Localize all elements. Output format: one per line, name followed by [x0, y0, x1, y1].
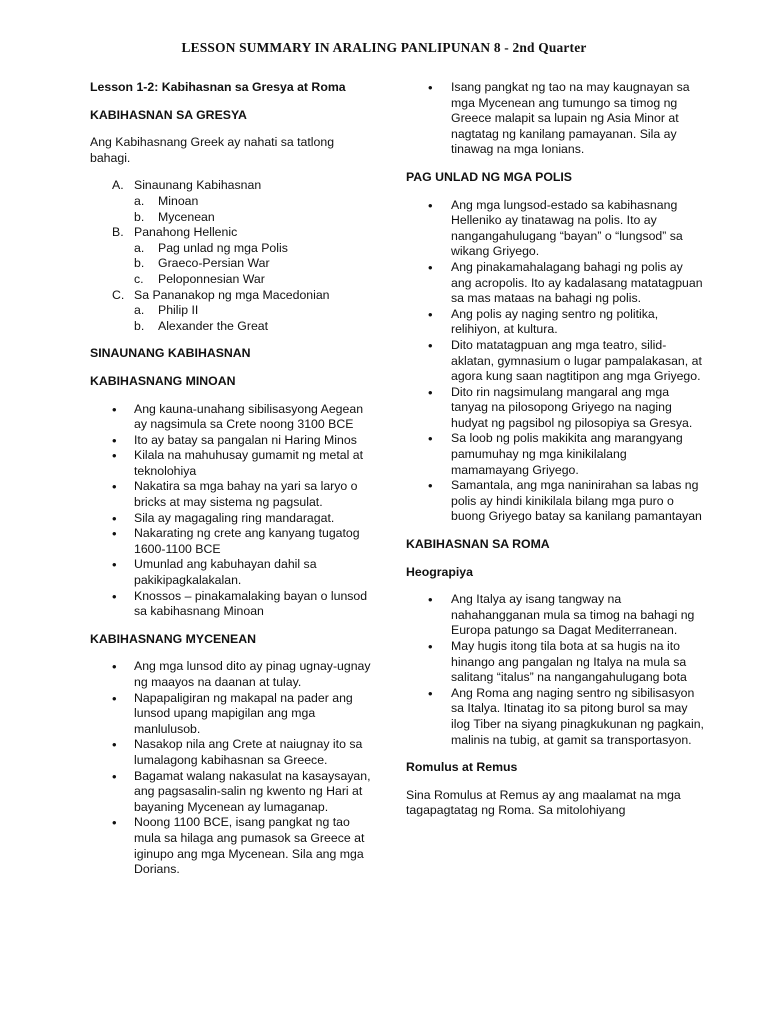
list-item: • Ang polis ay naging sentro ng politika, relihiyon, at kultura.: [406, 307, 706, 338]
outline-label: Sinaunang Kabihasnan: [134, 178, 262, 193]
outline-marker: B.: [112, 225, 124, 240]
list-item: • Ang Roma ang naging sentro ng sibilisasyon sa Italya. Itinatag ito sa pitong burol sa may ilog Tiber na siyang pinagkukunan ng pagkain, malinis na tubig, at gamit sa transportasyon.: [406, 686, 706, 748]
list-item: • May hugis itong tila bota at sa hugis na ito hinango ang pangalan ng Italya na mula sa salitang “italus” na nangangahulugang bota: [406, 639, 706, 686]
outline-sublist: [134, 303, 375, 334]
heograpiya-list: [406, 592, 706, 748]
list-item: • Nakarating ng crete ang kanyang tugatog 1600-1100 BCE: [90, 526, 375, 557]
lesson-heading: Lesson 1-2: Kabihasnan sa Gresya at Roma: [90, 80, 346, 94]
list-item: • Noong 1100 BCE, isang pangkat ng tao mula sa hilaga ang pumasok sa Greece at iginupo ang mga Mycenean. Sila ang mga Dorians.: [90, 815, 375, 877]
list-item: • Umunlad ang kabuhayan dahil sa pakikipagkalakalan.: [90, 557, 375, 588]
ionians-list: [406, 80, 706, 158]
list-item: • Dito matatagpuan ang mga teatro, silid-aklatan, gymnasium o lugar pampalakasan, at agora kung saan nagtitipon ang mga Griyego.: [406, 338, 706, 385]
outline-subitem: [134, 194, 375, 210]
subitem-label: Pag unlad ng mga Polis: [158, 240, 288, 255]
outline-sublist: [134, 241, 375, 288]
outline-item: [112, 178, 375, 225]
subitem-marker: c.: [134, 271, 144, 286]
mycenean-list: [90, 659, 375, 877]
subitem-marker: b.: [134, 209, 145, 224]
outline-marker: A.: [112, 178, 124, 193]
outline-item: [112, 225, 375, 287]
list-item: • Ang mga lunsod dito ay pinag ugnay-ugnay ng maayos na daanan at tulay.: [90, 659, 375, 690]
subitem-marker: a.: [134, 193, 145, 208]
list-item: • Nakatira sa mga bahay na yari sa laryo o bricks at may sistema ng pagsulat.: [90, 479, 375, 510]
subitem-marker: b.: [134, 256, 145, 271]
subitem-label: Minoan: [158, 193, 199, 208]
outline-item: [112, 288, 375, 335]
heading-kabihasnan-gresya: KABIHASNAN SA GRESYA: [90, 107, 247, 122]
list-item: • Kilala na mahuhusay gumamit ng metal at teknolohiya: [90, 448, 375, 479]
heading-romulus-remus: Romulus at Remus: [406, 760, 518, 775]
list-item: • Sa loob ng polis makikita ang marangyang pamumuhay ng mga kinikilalang mamamayang Griyego.: [406, 431, 706, 478]
subitem-label: Mycenean: [158, 209, 215, 224]
heading-pag-unlad-polis: PAG UNLAD NG MGA POLIS: [406, 169, 573, 184]
list-item: • Ang pinakamahalagang bahagi ng polis ay ang acropolis. Ito ay kadalasang matatagpuan sa mas mataas na bahagi ng polis.: [406, 260, 706, 307]
outline-subitem: [134, 319, 375, 335]
heading-heograpiya: Heograpiya: [406, 564, 473, 579]
outline-subitem: [134, 210, 375, 226]
list-item: • Ang Italya ay isang tangway na nahahangganan mula sa timog na bahagi ng Europa patungo sa Dagat Mediterranean.: [406, 592, 706, 639]
subitem-label: Philip II: [158, 303, 199, 318]
outline-label: Panahong Hellenic: [134, 225, 238, 240]
heading-sinaunang-kabihasnan: SINAUNANG KABIHASNAN: [90, 346, 251, 361]
outline-list: [90, 178, 375, 334]
outline-label: Sa Pananakop ng mga Macedonian: [134, 287, 330, 302]
subitem-label: Graeco-Persian War: [158, 256, 270, 271]
outline-subitem: [134, 303, 375, 319]
subitem-marker: b.: [134, 318, 145, 333]
subitem-marker: a.: [134, 240, 145, 255]
list-item: • Ang kauna-unahang sibilisasyong Aegean ay nagsimula sa Crete noong 3100 BCE: [90, 402, 375, 433]
subitem-label: Peloponnesian War: [158, 271, 265, 286]
minoan-list: [90, 402, 375, 620]
outline-sublist: [134, 194, 375, 225]
heading-kabihasnan-roma: KABIHASNAN SA ROMA: [406, 537, 550, 552]
subitem-marker: a.: [134, 303, 145, 318]
list-item: • Bagamat walang nakasulat na kasaysayan, ang pagsasalin-salin ng kwento ng Hari at bayaning Mycenean ay lumaganap.: [90, 769, 375, 816]
left-column: [90, 80, 375, 890]
outline-subitem: [134, 256, 375, 272]
intro-paragraph: Ang Kabihasnang Greek ay nahati sa tatlong bahagi.: [90, 135, 335, 165]
list-item: • Isang pangkat ng tao na may kaugnayan sa mga Mycenean ang tumungo sa timog ng Greece malapit sa lupain ng Asia Minor at nagtatag ng kanilang pamayanan. Sila ay tinawag na mga Ionians.: [406, 80, 706, 158]
heading-kabihasnang-minoan: KABIHASNANG MINOAN: [90, 373, 236, 388]
list-item: • Napapaligiran ng makapal na pader ang lunsod upang mapigilan ang mga manlulusob.: [90, 691, 375, 738]
list-item: • Nasakop nila ang Crete at naiugnay ito sa lumalagong kabihasnan sa Greece.: [90, 737, 375, 768]
list-item: • Sila ay magagaling ring mandaragat.: [90, 511, 375, 527]
outline-marker: C.: [112, 287, 125, 302]
right-column: [406, 80, 706, 831]
list-item: • Ito ay batay sa pangalan ni Haring Minos: [90, 433, 375, 449]
subitem-label: Alexander the Great: [158, 318, 269, 333]
outline-subitem: [134, 272, 375, 288]
romulus-paragraph: Sina Romulus at Remus ay ang maalamat na mga tagapagtatag ng Roma. Sa mitolohiyang: [406, 787, 681, 818]
list-item: • Samantala, ang mga naninirahan sa labas ng polis ay hindi kinikilala bilang mga puro o buong Griyego batay sa kanilang pamantayan: [406, 478, 706, 525]
heading-kabihasnang-mycenean: KABIHASNANG MYCENEAN: [90, 631, 257, 646]
list-item: • Dito rin nagsimulang mangaral ang mga tanyag na pilosopong Griyego na naging hudyat ng pagsibol ng pilosopiya sa Gresya.: [406, 385, 706, 432]
polis-list: [406, 198, 706, 525]
list-item: • Ang mga lungsod-estado sa kabihasnang Helleniko ay tinatawag na polis. Ito ay nangangahulugang “bayan” o “lungsod” sa wikang Griyego.: [406, 198, 706, 260]
document-title: LESSON SUMMARY IN ARALING PANLIPUNAN 8 - 2nd Quarter: [181, 40, 587, 55]
outline-subitem: [134, 241, 375, 257]
list-item: • Knossos – pinakamalaking bayan o lunsod sa kabihasnang Minoan: [90, 589, 375, 620]
